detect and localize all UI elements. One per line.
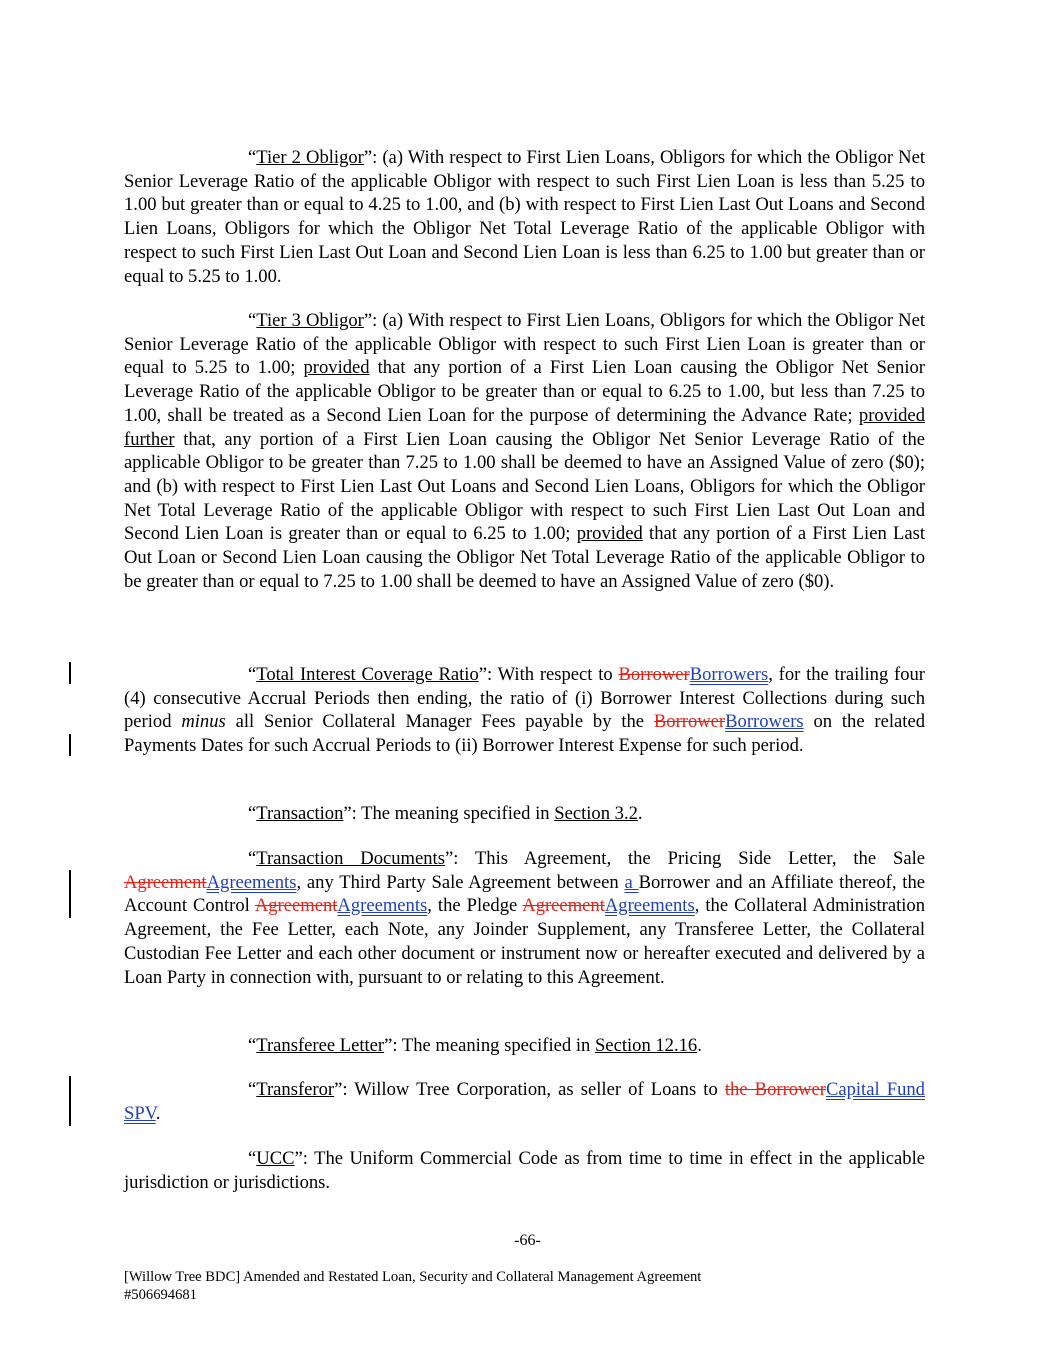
defined-term: Transferee Letter	[256, 1035, 385, 1056]
change-bar	[69, 662, 71, 684]
inserted-text: Borrowers	[689, 664, 769, 685]
section-reference: Section 3.2	[554, 803, 638, 824]
definition-tier-3-obligor: “Tier 3 Obligor”: (a) With respect to First Lien Loans, Obligors for which the Obligor Net Senior Leverage Ratio of the applicable Obligor with respect to such First Lien Loan is greater than or equal to 5.25 to 1.00; provided that any portion of a First Lien Loan causing the Obligor Net Senior Leverage Ratio of the applicable Obligor to be greater than or equal to 6.25 to 1.00, but less than 7.25 to 1.00, shall be treated as a Second Lien Loan for the purpose of determining the Advance Rate; provided further that, any portion of a First Lien Loan causing the Obligor Net Senior Leverage Ratio of the applicable Obligor to be greater than 7.25 to 1.00 shall be deemed to have an Assigned Value of zero ($0); and (b) with respect to First Lien Last Out Loans and Second Lien Loans, Obligors for which the Obligor Net Total Leverage Ratio of the applicable Obligor with respect to such First Lien Last Out Loan and Second Lien Loan is greater than or equal to 6.25 to 1.00; provided that any portion of a First Lien Last Out Loan or Second Lien Loan causing the Obligor Net Total Leverage Ratio of the applicable Obligor to be greater than or equal to 7.25 to 1.00 shall be deemed to have an Assigned Value of zero ($0).	[124, 310, 925, 592]
defined-term: UCC	[256, 1148, 295, 1169]
change-bar	[69, 870, 71, 918]
change-bar	[69, 734, 71, 756]
deleted-text: Borrower	[653, 711, 726, 733]
definition-transferee-letter: “Transferee Letter”: The meaning specified in Section 12.16.	[248, 1035, 702, 1056]
defined-term: Transferor	[256, 1079, 335, 1100]
definition-transferor: “Transferor”: Willow Tree Corporation, as seller of Loans to the BorrowerCapital Fund SPV.	[124, 1079, 925, 1124]
deleted-text: Agreement	[124, 871, 207, 893]
section-reference: Section 12.16	[594, 1035, 698, 1056]
deleted-text: Agreement	[522, 895, 605, 917]
deleted-text: Borrower	[618, 664, 690, 685]
defined-term: Tier 3 Obligor	[256, 310, 364, 331]
footer-doc-id: #506694681	[124, 1287, 197, 1303]
definition-transaction: “Transaction”: The meaning specified in Section 3.2.	[248, 803, 643, 824]
defined-term: Transaction	[256, 803, 344, 824]
inserted-text: a	[624, 871, 639, 893]
defined-term: Total Interest Coverage Ratio	[256, 664, 479, 685]
inserted-text: Agreements	[604, 895, 695, 917]
defined-term: Transaction Documents	[256, 848, 445, 869]
definition-total-interest-coverage-ratio: “Total Interest Coverage Ratio”: With respect to BorrowerBorrowers, for the trailing four (4) consecutive Accrual Periods then ending, the ratio of (i) Borrower Interest Collections during such period minus all Senior Collateral Manager Fees payable by the BorrowerBorrowers on the related Payments Dates for such Accrual Periods to (ii) Borrower Interest Expense for such period.	[124, 664, 925, 757]
change-bar	[69, 1076, 71, 1126]
document-footer	[124, 1268, 701, 1304]
deleted-text: the Borrower	[724, 1079, 826, 1100]
definition-ucc: “UCC”: The Uniform Commercial Code as from time to time in effect in the applicable jurisdiction or jurisdictions.	[124, 1148, 925, 1193]
inserted-text: Capital Fund SPV	[124, 1079, 925, 1124]
footer-title: [Willow Tree BDC] Amended and Restated Loan, Security and Collateral Management Agreement	[124, 1269, 702, 1285]
inserted-text: Agreements	[337, 895, 428, 917]
defined-term: Tier 2 Obligor	[256, 147, 364, 168]
deleted-text: Agreement	[254, 895, 338, 917]
inserted-text: Agreements	[206, 871, 297, 893]
page-number: -66-	[514, 1232, 541, 1249]
definition-transaction-documents: “Transaction Documents”: This Agreement, the Pricing Side Letter, the Sale AgreementAgreements, any Third Party Sale Agreement between a Borrower and an Affiliate thereof, the Account Control AgreementAgreements, the Pledge AgreementAgreements, the Collateral Administration Agreement, the Fee Letter, each Note, any Joinder Supplement, any Transferee Letter, the Collateral Custodian Fee Letter and each other document or instrument now or hereafter executed and delivered by a Loan Party in connection with, pursuant to or relating to this Agreement.	[124, 848, 926, 988]
definition-tier-2-obligor: “Tier 2 Obligor”: (a) With respect to First Lien Loans, Obligors for which the Obligor Net Senior Leverage Ratio of the applicable Obligor with respect to such First Lien Loan is less than 5.25 to 1.00 but greater than or equal to 4.25 to 1.00, and (b) with respect to First Lien Last Out Loans and Second Lien Loans, Obligors for which the Obligor Net Total Leverage Ratio of the applicable Obligor with respect to such First Lien Last Out Loan and Second Lien Loan is less than 6.25 to 1.00 but greater than or equal to 5.25 to 1.00.	[124, 147, 925, 287]
inserted-text: Borrowers	[725, 711, 804, 733]
